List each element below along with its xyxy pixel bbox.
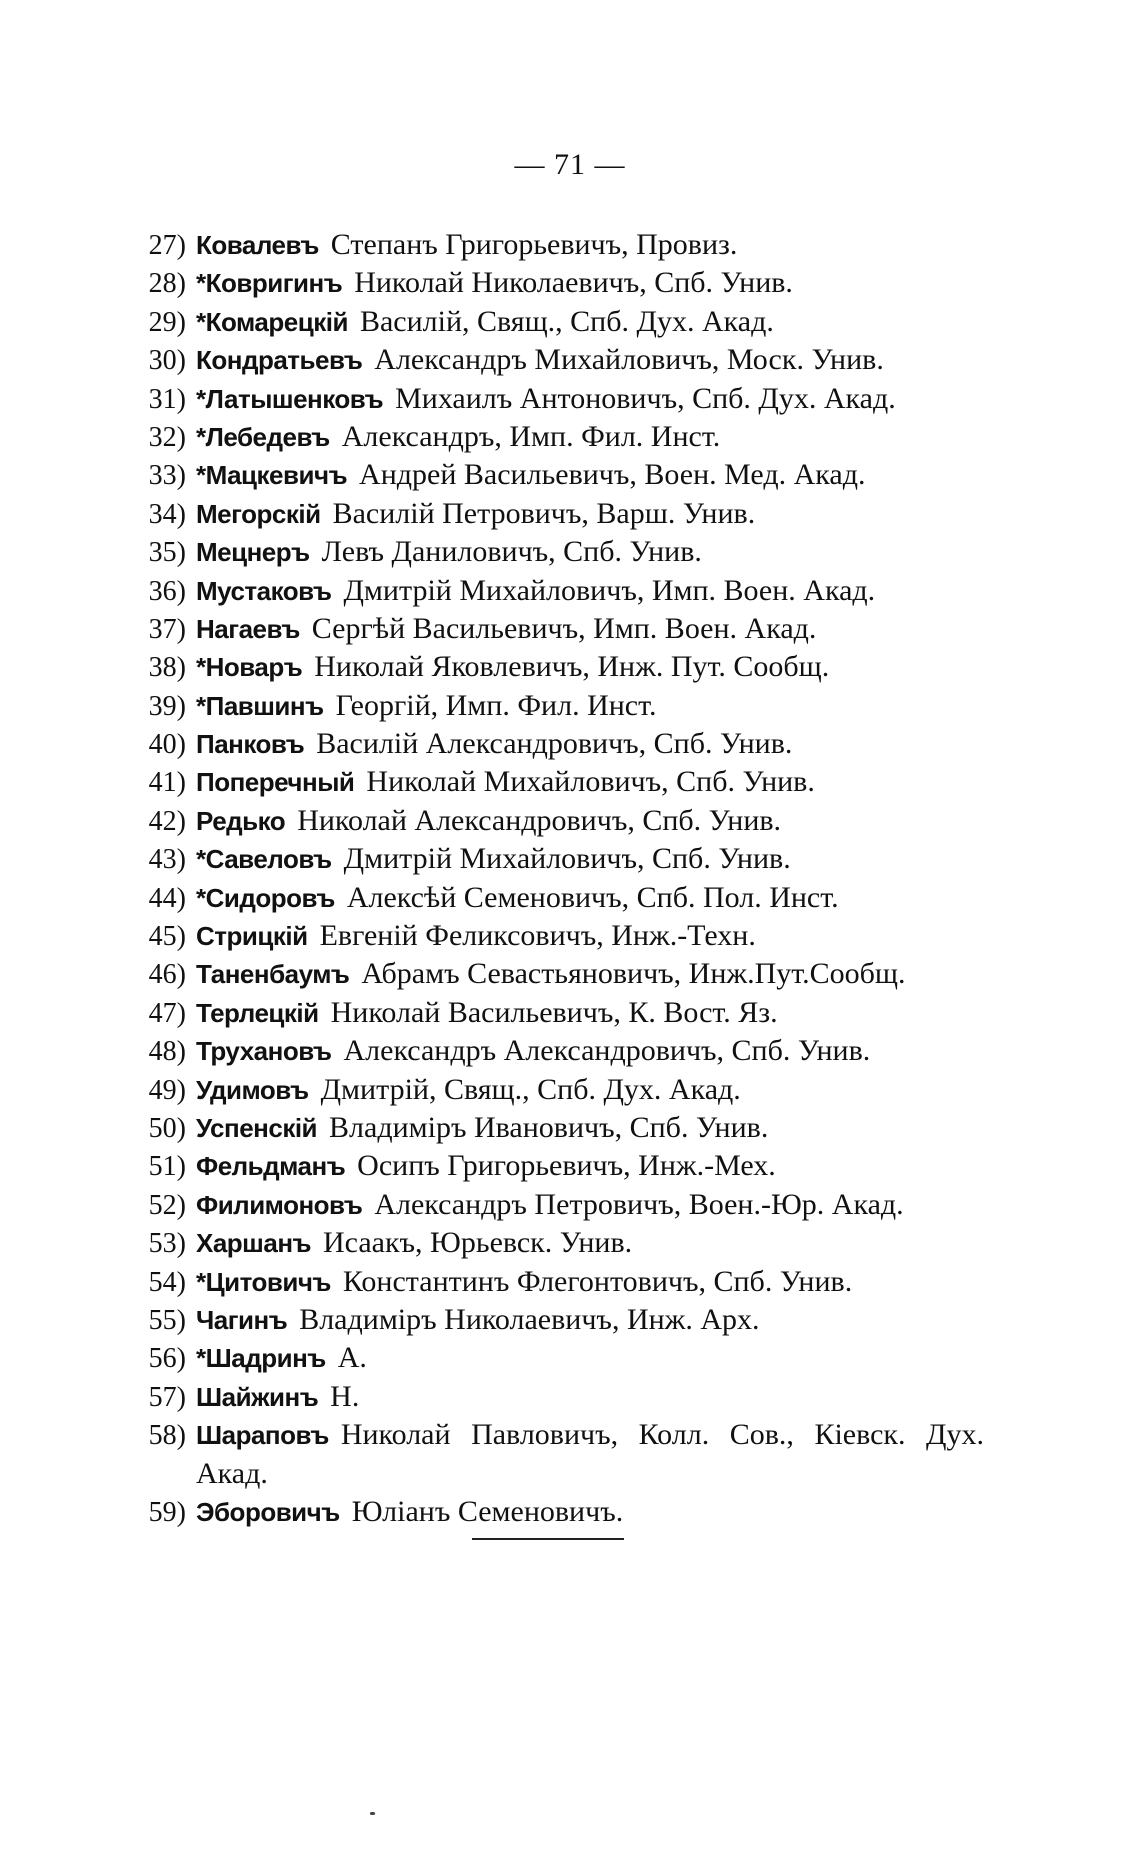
asterisk-mark: *: [196, 460, 206, 491]
entry-number: 31): [148, 383, 186, 415]
list-entry: [124, 1378, 984, 1416]
asterisk-mark: *: [196, 306, 206, 337]
entry-number: 46): [148, 959, 186, 991]
entry-body: [196, 763, 984, 801]
entry-number: 39): [148, 690, 186, 722]
list-entry: [124, 341, 984, 379]
entry-number: 33): [148, 460, 186, 492]
asterisk-mark: *: [196, 421, 206, 452]
entry-body: [196, 879, 984, 917]
surname: Савеловъ: [205, 844, 332, 875]
entry-number: 28): [148, 268, 186, 300]
entry-body: [196, 1147, 984, 1185]
person-details: Сергѣй Васильевичъ, Имп. Воен. Акад.: [311, 611, 817, 645]
entry-number: 52): [148, 1189, 186, 1221]
surname: Эборовичъ: [196, 1496, 340, 1527]
surname: Фельдманъ: [196, 1151, 346, 1182]
list-entry: [124, 917, 984, 955]
surname: Павшинъ: [205, 690, 324, 721]
entry-body: [196, 725, 984, 763]
list-entry: [124, 610, 984, 648]
surname: Чагинъ: [196, 1304, 288, 1335]
list-entry: [124, 264, 984, 302]
entry-number: 54): [148, 1266, 186, 1298]
entry-number: 53): [148, 1228, 186, 1260]
entry-body: [196, 572, 984, 610]
person-details: Дмитрій, Свящ., Спб. Дух. Акад.: [320, 1072, 741, 1106]
person-details: Александръ, Имп. Фил. Инст.: [341, 419, 721, 453]
person-details: Дмитрій Михайловичъ, Имп. Воен. Акад.: [343, 573, 876, 607]
entry-body: [196, 1416, 984, 1493]
asterisk-mark: *: [196, 690, 206, 721]
list-entry: [124, 495, 984, 533]
person-details: Михаилъ Антоновичъ, Спб. Дух. Акад.: [395, 381, 896, 415]
surname: Новаръ: [205, 652, 303, 683]
entry-body: [196, 1224, 984, 1262]
surname: Трухановъ: [196, 1036, 332, 1067]
person-details: Николай Васильевичъ, К. Вост. Яз.: [330, 995, 778, 1029]
person-details: Александръ Петровичъ, Воен.-Юр. Акад.: [374, 1187, 904, 1221]
surname: Панковъ: [196, 729, 305, 760]
person-details: Николай Яковлевичъ, Инж. Пут. Сообщ.: [314, 650, 830, 684]
entry-body: [196, 1071, 984, 1109]
page-number: — 71 —: [514, 148, 626, 181]
entry-number: 38): [148, 652, 186, 684]
entry-number: 37): [148, 613, 186, 645]
entry-number: 35): [148, 537, 186, 569]
entry-body: [196, 303, 984, 341]
entry-number: 32): [148, 421, 186, 453]
surname: Ковригинъ: [205, 268, 343, 299]
list-entry: [124, 725, 984, 763]
surname: Мецнеръ: [196, 537, 310, 568]
person-details: А.: [337, 1341, 367, 1375]
list-entry: [124, 533, 984, 571]
person-details: Н.: [330, 1379, 360, 1413]
surname: Нагаевъ: [196, 613, 300, 644]
surname: Стрицкій: [196, 921, 308, 952]
entry-body: [196, 533, 984, 571]
surname: Шадринъ: [205, 1343, 326, 1374]
list-entry: [124, 687, 984, 725]
list-entry: [124, 1224, 984, 1262]
surname: Ковалевъ: [196, 230, 319, 260]
entry-body: [196, 418, 984, 456]
person-details: Левъ Даниловичъ, Спб. Унив.: [321, 535, 702, 569]
entry-body: [196, 802, 984, 840]
surname: Мустаковъ: [196, 575, 332, 606]
list-entry: [124, 456, 984, 494]
person-details: Василій Александровичъ, Спб. Унив.: [316, 727, 793, 761]
entry-body: [196, 994, 984, 1032]
entry-number: 48): [148, 1036, 186, 1068]
list-entry: [124, 1147, 984, 1185]
person-details: Алексѣй Семеновичъ, Спб. Пол. Инст.: [346, 880, 839, 914]
entry-body: [196, 648, 984, 686]
person-details: Осипъ Григорьевичъ, Инж.-Мех.: [357, 1149, 776, 1183]
entry-number: 34): [148, 498, 186, 530]
entry-body: [196, 1339, 984, 1377]
person-details: Константинъ Флегонтовичъ, Спб. Унив.: [342, 1264, 853, 1298]
entry-body: [196, 341, 984, 379]
asterisk-mark: *: [196, 844, 206, 875]
surname: Комарецкій: [205, 306, 348, 337]
surname: Удимовъ: [196, 1074, 309, 1105]
list-entry: [124, 572, 984, 610]
list-entry: [124, 1493, 984, 1531]
person-details: Николай Павловичъ, Колл. Сов., Кіевск. Дух. Акад.: [196, 1418, 984, 1490]
entry-body: [196, 1186, 984, 1224]
list-entry: [124, 1032, 984, 1070]
asterisk-mark: *: [196, 1343, 206, 1374]
surname: Мацкевичъ: [205, 460, 348, 491]
list-entry: [124, 1263, 984, 1301]
surname: Мегорскій: [196, 498, 321, 529]
surname: Поперечный: [196, 767, 355, 798]
surname: Цитовичъ: [205, 1266, 331, 1297]
surname: Харшанъ: [196, 1228, 311, 1259]
asterisk-mark: *: [196, 882, 206, 913]
list-entry: [124, 226, 984, 264]
asterisk-mark: *: [196, 383, 206, 414]
person-details: Юліанъ Семеновичъ.: [351, 1494, 624, 1528]
entry-number: 56): [148, 1343, 186, 1375]
surname: Шараповъ: [196, 1420, 329, 1451]
person-details: Степанъ Григорьевичъ, Провиз.: [330, 228, 738, 261]
entry-body: [196, 1263, 984, 1301]
list-entry: [124, 1186, 984, 1224]
list-entry: [124, 380, 984, 418]
person-details: Дмитрій Михайловичъ, Спб. Унив.: [343, 842, 791, 876]
entry-body: [196, 1032, 984, 1070]
list-entry: [124, 879, 984, 917]
list-entry: [124, 994, 984, 1032]
person-details: Василій Петровичъ, Варш. Унив.: [332, 496, 756, 530]
list-entry: [124, 802, 984, 840]
person-details: Николай Николаевичъ, Спб. Унив.: [354, 266, 793, 300]
entry-body: [196, 1109, 984, 1147]
person-details: Владиміръ Николаевичъ, Инж. Арх.: [299, 1302, 760, 1336]
entry-body: [196, 687, 984, 725]
entry-body: [196, 1301, 984, 1339]
entry-body: [196, 495, 984, 533]
person-details: Георгій, Имп. Фил. Инст.: [335, 688, 657, 722]
entry-body: [196, 456, 984, 494]
entry-body: [196, 1378, 984, 1416]
person-details: Абрамъ Севастьяновичъ, Инж.Пут.Сообщ.: [361, 957, 906, 991]
name-list: [124, 226, 984, 1531]
entry-number: 45): [148, 921, 186, 953]
person-details: Василій, Свящ., Спб. Дух. Акад.: [359, 304, 774, 338]
list-entry: [124, 1301, 984, 1339]
list-entry: [124, 1109, 984, 1147]
asterisk-mark: *: [196, 1266, 206, 1297]
entry-number: 59): [148, 1496, 186, 1528]
person-details: Андрей Васильевичъ, Воен. Мед. Акад.: [359, 458, 866, 492]
person-details: Евгеній Феликсовичъ, Инж.-Техн.: [319, 919, 756, 953]
entry-body: [196, 264, 984, 302]
person-details: Николай Александровичъ, Спб. Унив.: [297, 803, 782, 837]
entry-number: 55): [148, 1304, 186, 1336]
entry-body: [196, 610, 984, 648]
surname: Сидоровъ: [205, 882, 335, 913]
entry-number: 30): [148, 345, 186, 377]
list-entry: [124, 1416, 984, 1493]
entry-number: 47): [148, 997, 186, 1029]
entry-body: [196, 226, 984, 264]
entry-number: 58): [148, 1420, 186, 1452]
surname: Лебедевъ: [205, 421, 330, 452]
list-entry: [124, 1339, 984, 1377]
entry-number: 41): [148, 767, 186, 799]
entry-number: 44): [148, 882, 186, 914]
scan-speck: [370, 1812, 375, 1815]
entry-body: [196, 955, 984, 993]
list-entry: [124, 418, 984, 456]
person-details: Исаакъ, Юрьевск. Унив.: [322, 1226, 633, 1260]
asterisk-mark: *: [196, 652, 206, 683]
surname: Таненбаумъ: [196, 959, 350, 990]
surname: Латышенковъ: [205, 383, 384, 414]
entry-number: 36): [148, 575, 186, 607]
asterisk-mark: *: [196, 268, 206, 299]
surname: Редько: [196, 805, 286, 836]
person-details: Николай Михайловичъ, Спб. Унив.: [366, 765, 815, 799]
list-entry: [124, 763, 984, 801]
surname: Шайжинъ: [196, 1381, 319, 1412]
entry-number: 40): [148, 729, 186, 761]
person-details: Александръ Александровичъ, Спб. Унив.: [343, 1034, 871, 1068]
entry-number: 49): [148, 1074, 186, 1106]
list-entry: [124, 840, 984, 878]
list-entry: [124, 1071, 984, 1109]
entry-body: [196, 380, 984, 418]
surname: Успенскій: [196, 1112, 318, 1143]
entry-number: 51): [148, 1151, 186, 1183]
surname: Терлецкій: [196, 997, 319, 1028]
entry-number: 43): [148, 844, 186, 876]
entry-number: 27): [148, 230, 186, 261]
entry-body: [196, 917, 984, 955]
entry-number: 57): [148, 1381, 186, 1413]
surname: Филимоновъ: [196, 1189, 363, 1220]
list-entry: [124, 648, 984, 686]
list-entry: [124, 303, 984, 341]
person-details: Александръ Михайловичъ, Моск. Унив.: [374, 343, 884, 377]
entry-number: 29): [148, 306, 186, 338]
end-rule: [472, 1538, 624, 1540]
entry-number: 42): [148, 805, 186, 837]
person-details: Владиміръ Ивановичъ, Спб. Унив.: [329, 1110, 769, 1144]
list-entry: [124, 955, 984, 993]
entry-body: [196, 1493, 984, 1531]
entry-body: [196, 840, 984, 878]
surname: Кондратьевъ: [196, 345, 363, 376]
entry-number: 50): [148, 1112, 186, 1144]
